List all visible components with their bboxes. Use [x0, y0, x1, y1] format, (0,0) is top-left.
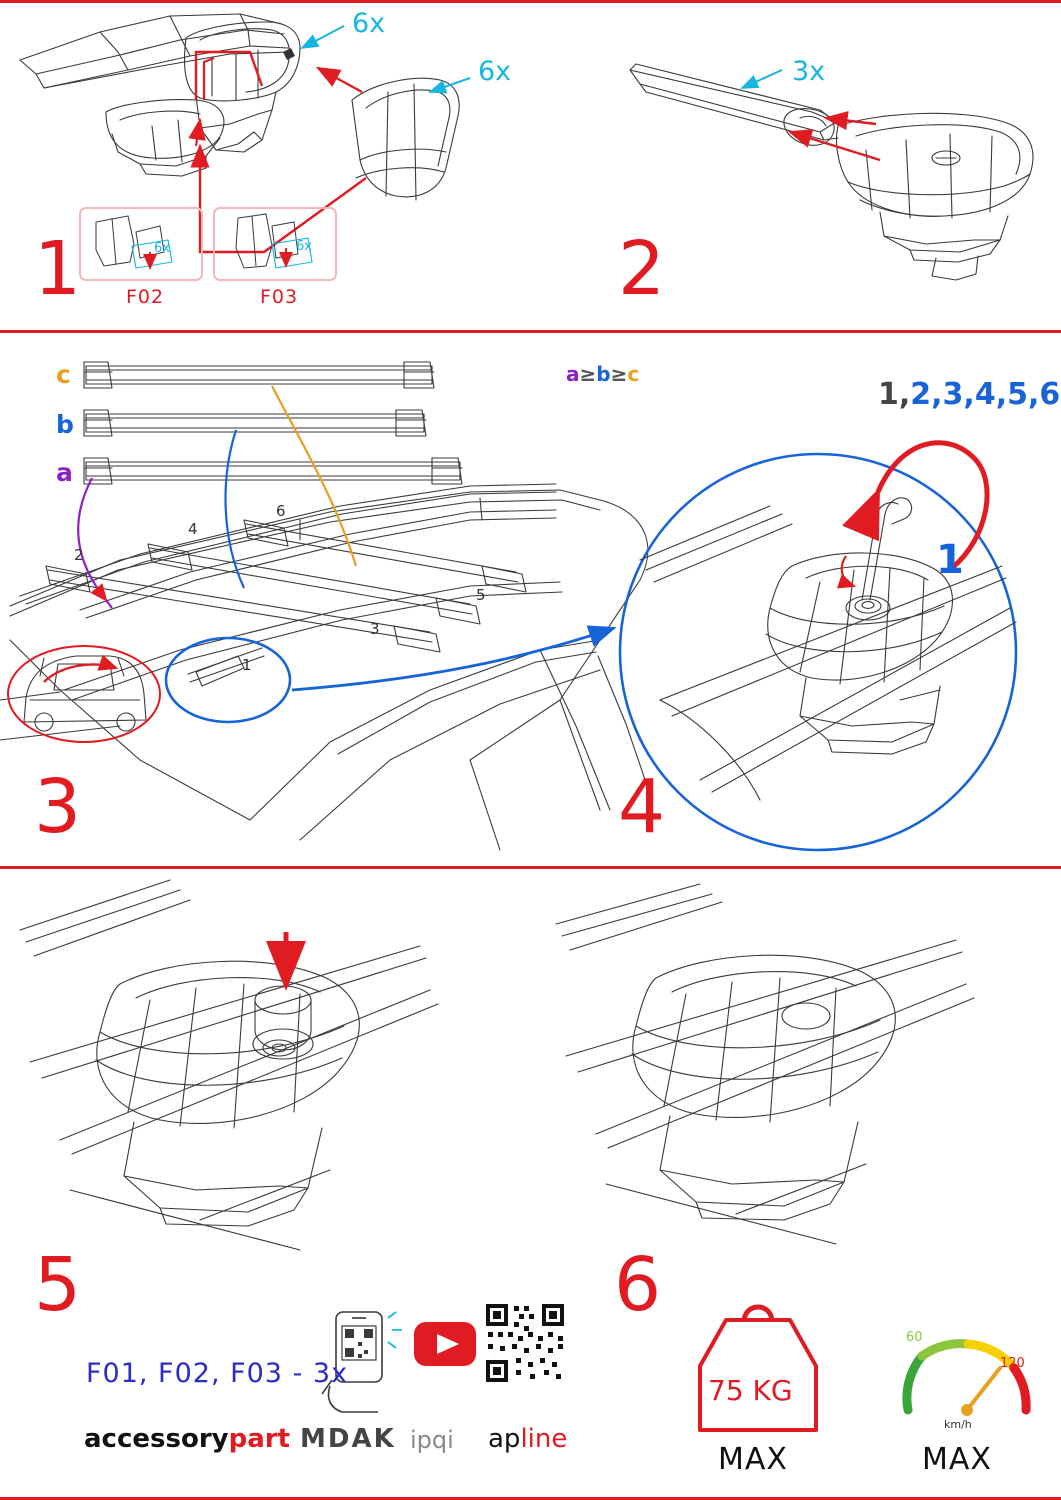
part-code-f03: F03 — [260, 286, 299, 308]
position-number-3: 3 — [370, 620, 380, 638]
speed-limit-label: MAX — [922, 1442, 992, 1477]
logo-accessorypart-part2: part — [228, 1424, 291, 1454]
position-number-5: 5 — [476, 586, 486, 604]
callout-6x-cover: 6x — [478, 56, 512, 87]
step-number-1: 1 — [34, 226, 82, 312]
position-number-2: 2 — [74, 546, 84, 564]
speed-tick-60: 60 — [906, 1330, 923, 1345]
position-number-6: 6 — [276, 502, 286, 520]
step-number-6: 6 — [614, 1242, 662, 1328]
weight-limit-label: MAX — [718, 1442, 788, 1477]
step-number-4: 4 — [618, 764, 666, 850]
position-number-4: 4 — [188, 520, 198, 538]
callout-3x: 3x — [792, 56, 826, 87]
inequality-note: a≥b≥c — [566, 362, 640, 386]
bar-label-c: c — [56, 360, 71, 389]
tighten-order: 1,2,3,4,5,6 — [878, 377, 1061, 412]
weight-limit-value: 75 KG — [708, 1374, 793, 1407]
part-code-f02: F02 — [126, 286, 165, 308]
logo-apline-part1: ap — [488, 1424, 521, 1454]
position-number-1: 1 — [242, 656, 252, 674]
step-number-5: 5 — [34, 1242, 82, 1328]
parts-note: F01, F02, F03 - 3x — [86, 1358, 349, 1389]
bar-label-a: a — [56, 458, 73, 487]
part-box-qty-f03: 6x — [296, 239, 312, 254]
callout-6x-top: 6x — [352, 8, 386, 39]
step-number-2: 2 — [618, 226, 666, 312]
speed-tick-120: 120 — [1000, 1356, 1025, 1371]
part-box-qty-f02: 6x — [154, 241, 170, 256]
logo-ipqi: ipqi — [410, 1426, 454, 1454]
speed-unit: km/h — [944, 1418, 972, 1431]
bar-label-b: b — [56, 410, 74, 439]
logo-apline — [488, 1424, 567, 1454]
logo-accessorypart-part1: accessory — [84, 1424, 229, 1454]
step-number-3: 3 — [34, 764, 82, 850]
logo-apline-part2: line — [520, 1424, 568, 1454]
logo-accessorypart — [84, 1424, 290, 1454]
bolt-number-1: 1 — [936, 537, 964, 583]
logo-mdak: MDAK — [300, 1424, 396, 1454]
